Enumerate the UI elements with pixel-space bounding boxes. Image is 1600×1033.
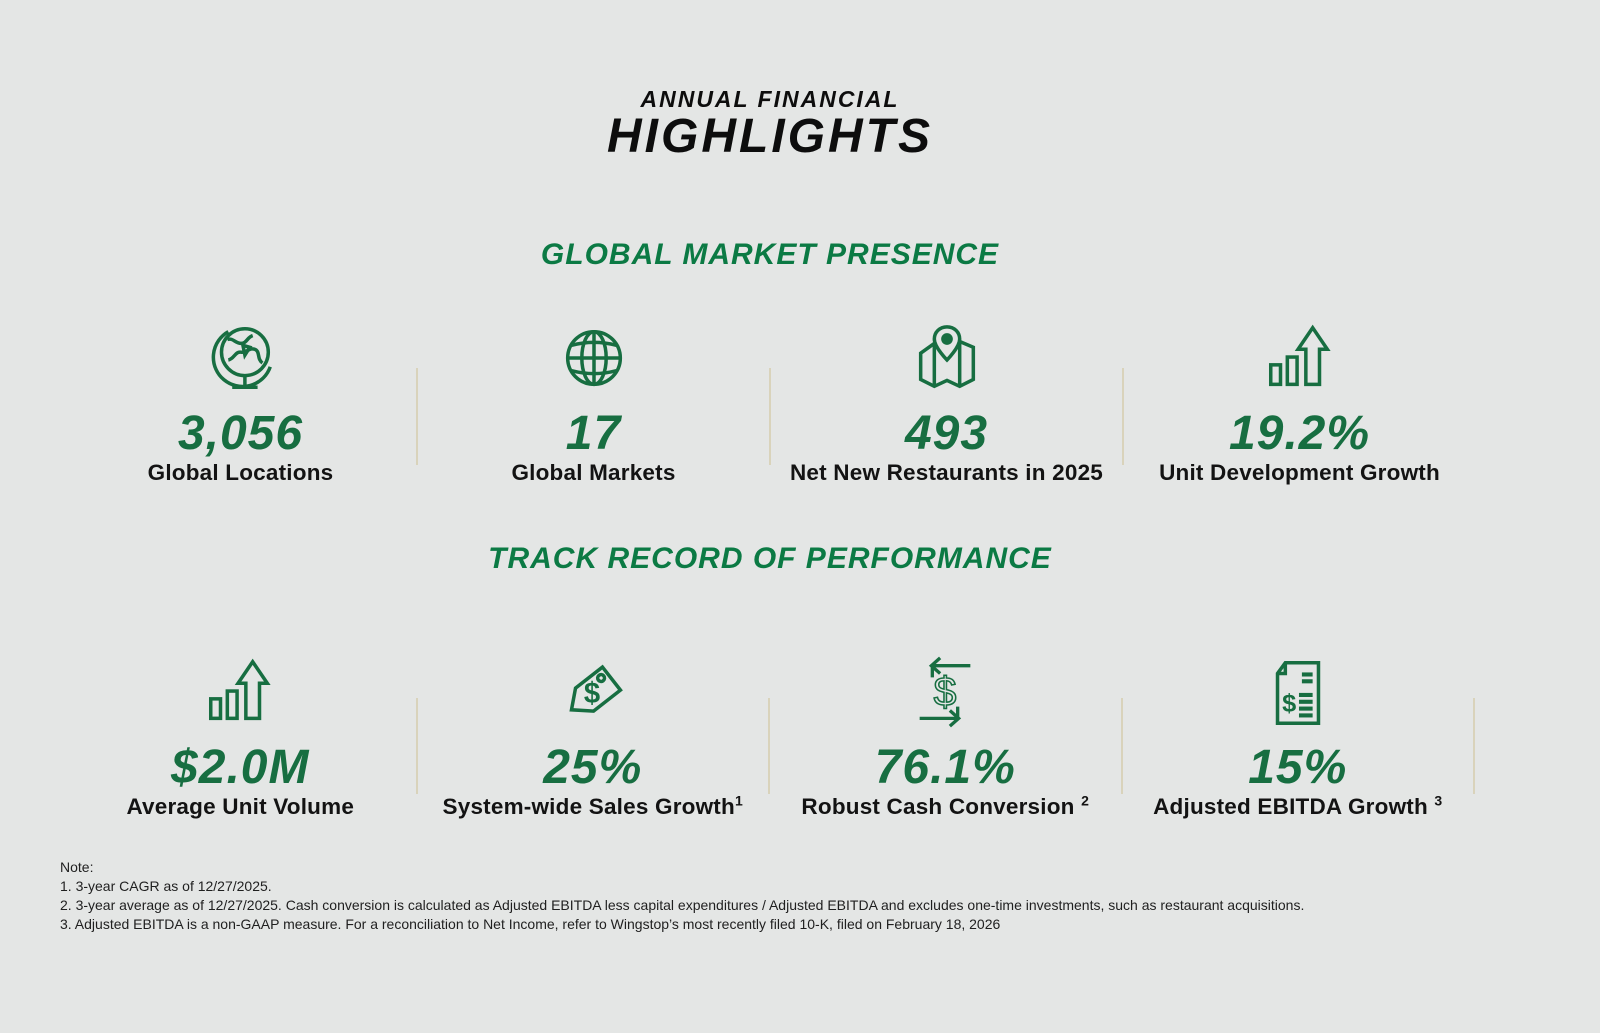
column-divider [1473,698,1475,794]
stat-value: 15% [1248,741,1348,794]
stat-value: 19.2% [1228,407,1371,460]
stat-unit-development-growth [1124,314,1475,486]
stat-label-text: Unit Development Growth [1159,460,1440,485]
stat-global-locations [65,314,416,486]
stats-row-track-record [65,648,1475,820]
stat-robust-cash-conversion [770,648,1121,820]
stat-global-markets [418,314,769,486]
page-content [65,0,1475,820]
stat-label-text: Adjusted EBITDA Growth [1153,794,1435,819]
page-header [65,0,1475,162]
svg-text:$: $ [1281,689,1297,718]
wireframe-globe-icon [418,314,769,398]
footnotes-heading: Note: [60,859,94,875]
stat-value: $2.0M [171,741,310,794]
cash-conversion-icon [770,648,1121,732]
map-pin-icon [771,314,1122,398]
stat-label-text: Net New Restaurants in 2025 [789,460,1104,485]
stat-label [771,460,1122,486]
stat-label-text: Global Markets [511,460,676,485]
stats-row-global-market-presence [65,314,1475,486]
stat-net-new-restaurants [771,314,1122,486]
desk-globe-icon [65,314,416,398]
page-title: HIGHLIGHTS [607,110,933,163]
footnote-3: 3. Adjusted EBITDA is a non-GAAP measure. For a reconciliation to Net Income, refer to Wingstop’s most recently filed 10-K, filed on February 18, 2026 [60,916,1001,932]
stat-value: 493 [904,407,989,460]
stat-label [65,794,416,820]
page-title-kicker: ANNUAL FINANCIAL [640,86,900,112]
stat-label-text: System-wide Sales Growth [442,794,735,819]
stat-value: 25% [543,741,643,794]
stat-value: 17 [565,407,622,460]
stat-label-text: Global Locations [147,460,334,485]
bar-chart-growth-icon [65,648,416,732]
stat-value: 3,056 [177,407,304,460]
footnote-2: 2. 3-year average as of 12/27/2025. Cash conversion is calculated as Adjusted EBITDA less capital expenditures / Adjusted EBITDA and excludes one-time investments, such as restaurant acquisitions. [60,897,1305,913]
stat-average-unit-volume [65,648,416,820]
section-heading-global-market-presence: GLOBAL MARKET PRESENCE [540,238,1000,271]
stat-label-text: Robust Cash Conversion [801,794,1082,819]
financial-document-icon [1123,648,1474,732]
stat-label [1124,460,1475,486]
svg-text:$: $ [583,677,600,710]
section-heading-track-record: TRACK RECORD OF PERFORMANCE [488,542,1052,575]
stat-label [418,794,769,820]
bar-chart-growth-icon [1124,314,1475,398]
footnote-1: 1. 3-year CAGR as of 12/27/2025. [60,878,272,894]
footnote-ref: 1 [734,792,743,809]
stat-value: 76.1% [874,741,1016,794]
stat-label [770,794,1121,820]
footnote-ref: 3 [1434,792,1443,809]
stat-label [65,460,416,486]
svg-text:$: $ [933,668,957,715]
stat-label [1123,794,1474,820]
footnotes [60,858,1304,934]
stat-label-text: Average Unit Volume [126,794,355,819]
price-tag-icon [418,648,769,732]
stat-system-wide-sales-growth [418,648,769,820]
footnote-ref: 2 [1081,792,1090,809]
stat-adjusted-ebitda-growth [1123,648,1474,820]
stat-label [418,460,769,486]
